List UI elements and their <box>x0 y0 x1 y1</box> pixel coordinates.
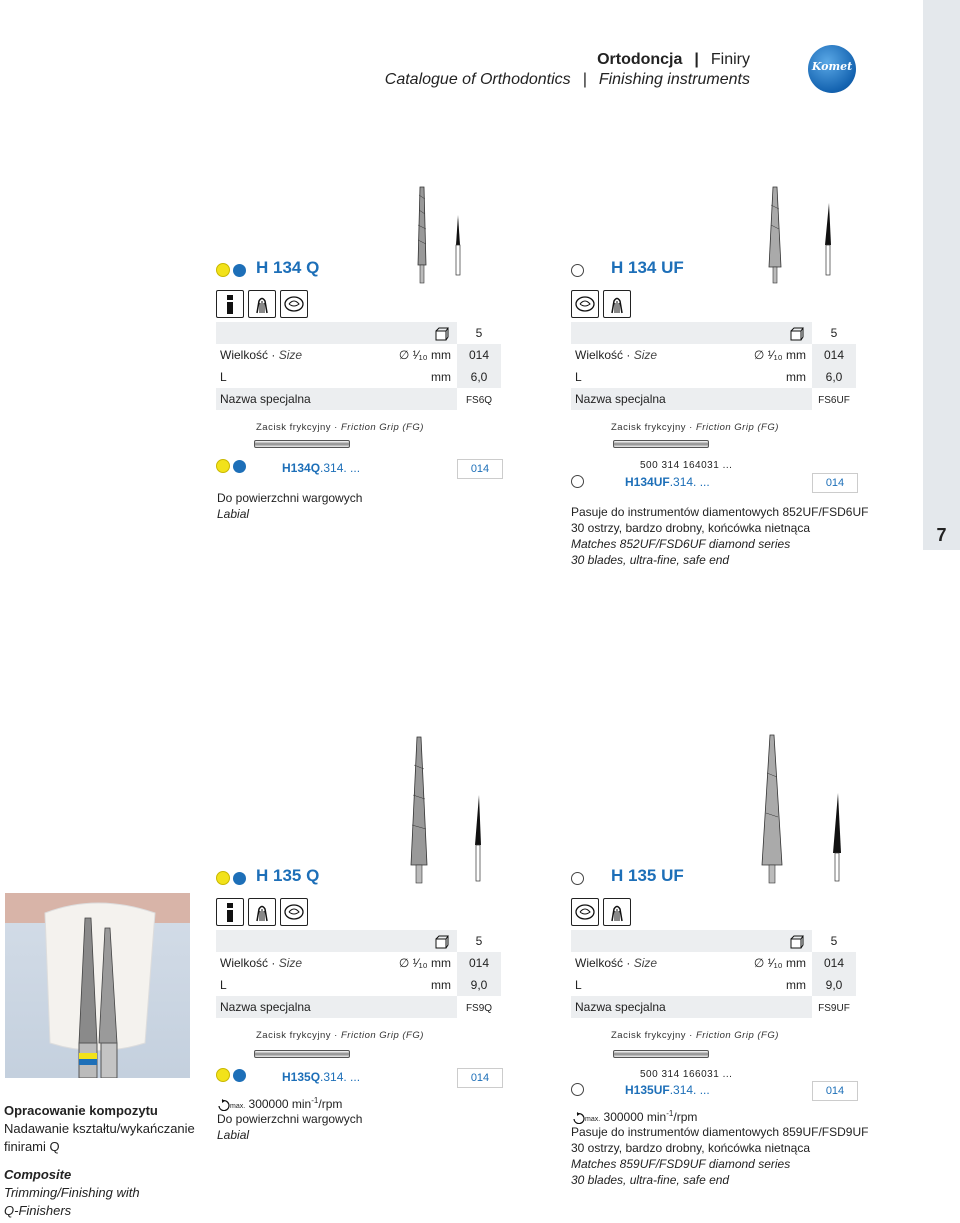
length-unit: mm <box>786 978 806 992</box>
rpm-value: 300000 min <box>248 1097 312 1111</box>
blue-dot <box>233 872 246 885</box>
header-title-pl2: Finiry <box>710 51 750 68</box>
order-code-rest: .314. ... <box>669 475 710 489</box>
grip-label-pl: Zacisk frykcyjny <box>611 1030 687 1041</box>
spec-table <box>216 322 501 410</box>
diameter-unit: ∅ ¹⁄₁₀ mm <box>753 348 806 362</box>
package-icon <box>435 930 449 952</box>
pack-quantity: 5 <box>812 930 856 952</box>
size-value: 014 <box>812 952 856 974</box>
rpm-exponent: -1 <box>666 1109 674 1118</box>
info-icon <box>216 290 244 318</box>
diameter-unit: ∅ ¹⁄₁₀ mm <box>398 348 451 362</box>
size-value: 014 <box>812 344 856 366</box>
pack-row <box>571 930 856 952</box>
spec-table <box>571 930 856 1018</box>
order-color-dots <box>571 1081 584 1097</box>
length-label: L <box>220 370 227 384</box>
desc-line-pl-2: 30 ostrzy, bardzo drobny, końcówka nietnąca <box>571 521 811 535</box>
product-title: H 135 UF <box>611 866 684 885</box>
komet-logo <box>808 45 856 93</box>
order-code-main: H135Q <box>282 1070 321 1084</box>
pack-row <box>571 322 856 344</box>
order-code <box>282 1069 360 1085</box>
header-separator: | <box>694 51 699 68</box>
icon-row <box>571 290 631 318</box>
caption-title-pl: Opracowanie kompozytu <box>4 1103 158 1118</box>
grip-label-en: Friction Grip (FG) <box>341 422 424 433</box>
order-size: 014 <box>812 473 858 493</box>
size-label: Wielkość · Size <box>575 956 658 970</box>
pack-row <box>216 322 501 344</box>
order-code <box>282 460 360 476</box>
caption-line-pl-2: finirami Q <box>4 1139 60 1154</box>
size-row <box>571 952 856 974</box>
grip-label-pl: Zacisk frykcyjny <box>611 422 687 433</box>
special-value <box>457 996 501 1020</box>
size-row <box>216 952 501 974</box>
special-value <box>457 388 501 412</box>
pack-quantity: 5 <box>457 930 501 952</box>
size-label-en: Size <box>278 956 303 970</box>
length-row <box>571 974 856 996</box>
desc-line-en-2: 30 blades, ultra-fine, safe end <box>571 553 730 567</box>
desc-line-en: Labial <box>217 507 250 521</box>
pack-row <box>216 930 501 952</box>
special-row <box>216 996 501 1018</box>
header-title-pl: Ortodoncja <box>597 51 683 68</box>
order-code-rest: .314. ... <box>320 461 361 475</box>
spec-table <box>571 322 856 410</box>
tooth-icon <box>280 898 308 926</box>
tooth-with-instruments-illustration <box>5 893 190 1078</box>
catalogue-header <box>385 50 750 90</box>
max-rpm <box>571 1109 697 1124</box>
article-number: 500 314 164031 ... <box>640 460 733 471</box>
desc-line-en: Labial <box>217 1128 250 1142</box>
desc-line-pl-2: 30 ostrzy, bardzo drobny, końcówka nietnąca <box>571 1141 811 1155</box>
order-color-dots <box>216 458 246 474</box>
product-description <box>571 504 868 568</box>
special-value <box>812 388 856 412</box>
size-label-en: Size <box>633 348 658 362</box>
caption-line-en-1: Trimming/Finishing with <box>4 1185 140 1200</box>
size-value: 014 <box>457 952 501 974</box>
size-row <box>216 344 501 366</box>
white-dot <box>571 1083 584 1096</box>
grip-label-en: Friction Grip (FG) <box>696 1030 779 1041</box>
length-unit: mm <box>431 978 451 992</box>
size-row <box>571 344 856 366</box>
size-value: 014 <box>457 344 501 366</box>
side-stripe-lower <box>923 550 960 1223</box>
instrument-drawing-h134q <box>410 185 470 285</box>
desc-line-pl: Do powierzchni wargowych <box>217 491 363 505</box>
grip-label-en: Friction Grip (FG) <box>696 422 779 433</box>
length-label: L <box>575 370 582 384</box>
diameter-unit: ∅ ¹⁄₁₀ mm <box>398 956 451 970</box>
info-icon <box>216 898 244 926</box>
caption-line-en-2: Q-Finishers <box>4 1203 72 1218</box>
tooth-icon <box>571 290 599 318</box>
pack-quantity: 5 <box>457 322 501 344</box>
white-dot <box>571 872 584 885</box>
length-unit: mm <box>431 370 451 384</box>
order-size: 014 <box>812 1081 858 1101</box>
brush-icon <box>248 898 276 926</box>
size-label-pl: Wielkość <box>575 348 624 362</box>
order-code-rest: .314. ... <box>669 1083 710 1097</box>
package-icon <box>790 930 804 952</box>
order-code-main: H135UF <box>625 1083 670 1097</box>
package-icon <box>790 322 804 344</box>
product-description <box>217 1111 362 1143</box>
size-label: Wielkość · Size <box>220 956 303 970</box>
fg-shank-drawing <box>254 440 350 448</box>
length-label: L <box>575 978 582 992</box>
product-title: H 135 Q <box>256 866 320 885</box>
brush-icon <box>248 290 276 318</box>
special-row <box>216 388 501 410</box>
grip-label-pl: Zacisk frykcyjny <box>256 1030 332 1041</box>
grip-label: Zacisk frykcyjny · Friction Grip (FG) <box>256 422 424 433</box>
length-label: L <box>220 978 227 992</box>
rpm-unit: /rpm <box>318 1097 343 1111</box>
product-description <box>217 490 362 522</box>
desc-line-pl-1: Pasuje do instrumentów diamentowych 852UF/FSD6UF <box>571 505 869 519</box>
icon-row <box>571 898 631 926</box>
yellow-dot <box>216 263 230 277</box>
side-stripe <box>923 0 960 550</box>
desc-line-en-2: 30 blades, ultra-fine, safe end <box>571 1173 730 1187</box>
article-number: 500 314 166031 ... <box>640 1069 733 1080</box>
order-code-main: H134Q <box>282 461 321 475</box>
application-caption <box>4 1102 195 1220</box>
length-value: 6,0 <box>457 366 501 388</box>
spec-table <box>216 930 501 1018</box>
rotation-icon <box>216 1097 230 1111</box>
rpm-max-label: max. <box>230 1103 246 1110</box>
package-icon <box>435 322 449 344</box>
order-code-rest: .314. ... <box>320 1070 361 1084</box>
blue-dot <box>233 460 246 473</box>
header-title-en: Catalogue of Orthodontics <box>384 71 571 88</box>
grip-label: Zacisk frykcyjny · Friction Grip (FG) <box>256 1030 424 1041</box>
length-unit: mm <box>786 370 806 384</box>
fg-shank-drawing <box>254 1050 350 1058</box>
order-code <box>625 474 710 490</box>
grip-label: Zacisk frykcyjny · Friction Grip (FG) <box>611 1030 779 1041</box>
icon-row <box>216 290 308 318</box>
length-row <box>216 974 501 996</box>
order-code <box>625 1082 710 1098</box>
desc-line-en-1: Matches 852UF/FSD6UF diamond series <box>571 537 791 551</box>
yellow-dot <box>216 871 230 885</box>
order-size: 014 <box>457 1068 503 1088</box>
rpm-unit: /rpm <box>673 1110 698 1124</box>
desc-line-pl: Do powierzchni wargowych <box>217 1112 363 1126</box>
tooth-icon <box>280 290 308 318</box>
brush-icon <box>603 898 631 926</box>
length-value: 9,0 <box>457 974 501 996</box>
product-title: H 134 Q <box>256 258 320 277</box>
length-row <box>571 366 856 388</box>
special-name-label: Nazwa specjalna <box>575 1000 666 1014</box>
order-color-dots <box>216 1067 246 1083</box>
desc-line-en-1: Matches 859UF/FSD9UF diamond series <box>571 1157 791 1171</box>
order-code-main: H134UF <box>625 475 670 489</box>
order-size: 014 <box>457 459 503 479</box>
grip-label-pl: Zacisk frykcyjny <box>256 422 332 433</box>
diameter-unit: ∅ ¹⁄₁₀ mm <box>753 956 806 970</box>
color-code-dots <box>571 870 584 886</box>
special-value-text: FS9UF <box>818 1003 850 1014</box>
logo-text: Komet <box>811 60 853 73</box>
pack-quantity: 5 <box>812 322 856 344</box>
instrument-drawing-h134uf <box>765 185 835 285</box>
color-code-dots <box>216 262 246 278</box>
white-dot <box>571 475 584 488</box>
length-value: 6,0 <box>812 366 856 388</box>
order-color-dots <box>571 473 584 489</box>
icon-row <box>216 898 308 926</box>
caption-title-en: Composite <box>4 1167 72 1182</box>
color-code-dots <box>216 870 246 886</box>
clinical-photo <box>5 893 190 1078</box>
white-dot <box>571 264 584 277</box>
special-row <box>571 996 856 1018</box>
fg-shank-drawing <box>613 1050 709 1058</box>
instrument-drawing-h135uf <box>758 733 848 885</box>
special-value <box>812 996 856 1020</box>
rpm-value: 300000 min <box>603 1110 667 1124</box>
grip-label-en: Friction Grip (FG) <box>341 1030 424 1041</box>
product-title: H 134 UF <box>611 258 684 277</box>
length-value: 9,0 <box>812 974 856 996</box>
page-number-tab: 7 <box>936 525 947 545</box>
rpm-exponent: -1 <box>311 1096 319 1105</box>
tooth-icon <box>571 898 599 926</box>
special-name-label: Nazwa specjalna <box>220 1000 311 1014</box>
length-row <box>216 366 501 388</box>
desc-line-pl-1: Pasuje do instrumentów diamentowych 859UF/FSD9UF <box>571 1125 869 1139</box>
yellow-dot <box>216 1068 230 1082</box>
size-label: Wielkość · Size <box>575 348 658 362</box>
special-value-text: FS6UF <box>818 395 850 406</box>
size-label: Wielkość · Size <box>220 348 303 362</box>
size-label-en: Size <box>278 348 303 362</box>
size-label-en: Size <box>633 956 658 970</box>
header-title-en2: Finishing instruments <box>598 71 750 88</box>
instrument-drawing-h135q <box>405 735 485 885</box>
caption-line-pl-1: Nadawanie kształtu/wykańczanie <box>4 1121 195 1136</box>
brush-icon <box>603 290 631 318</box>
size-label-pl: Wielkość <box>575 956 624 970</box>
size-label-pl: Wielkość <box>220 348 269 362</box>
product-description <box>571 1124 868 1188</box>
header-separator-2: | <box>582 71 587 88</box>
size-label-pl: Wielkość <box>220 956 269 970</box>
rotation-icon <box>571 1110 585 1124</box>
special-name-label: Nazwa specjalna <box>575 392 666 406</box>
special-value-text: FS9Q <box>465 1003 493 1014</box>
color-code-dots <box>571 262 584 278</box>
rpm-max-label: max. <box>585 1116 601 1123</box>
blue-dot <box>233 264 246 277</box>
fg-shank-drawing <box>613 440 709 448</box>
yellow-dot <box>216 459 230 473</box>
special-row <box>571 388 856 410</box>
special-value-text: FS6Q <box>465 395 493 406</box>
grip-label: Zacisk frykcyjny · Friction Grip (FG) <box>611 422 779 433</box>
max-rpm <box>216 1096 342 1111</box>
blue-dot <box>233 1069 246 1082</box>
special-name-label: Nazwa specjalna <box>220 392 311 406</box>
